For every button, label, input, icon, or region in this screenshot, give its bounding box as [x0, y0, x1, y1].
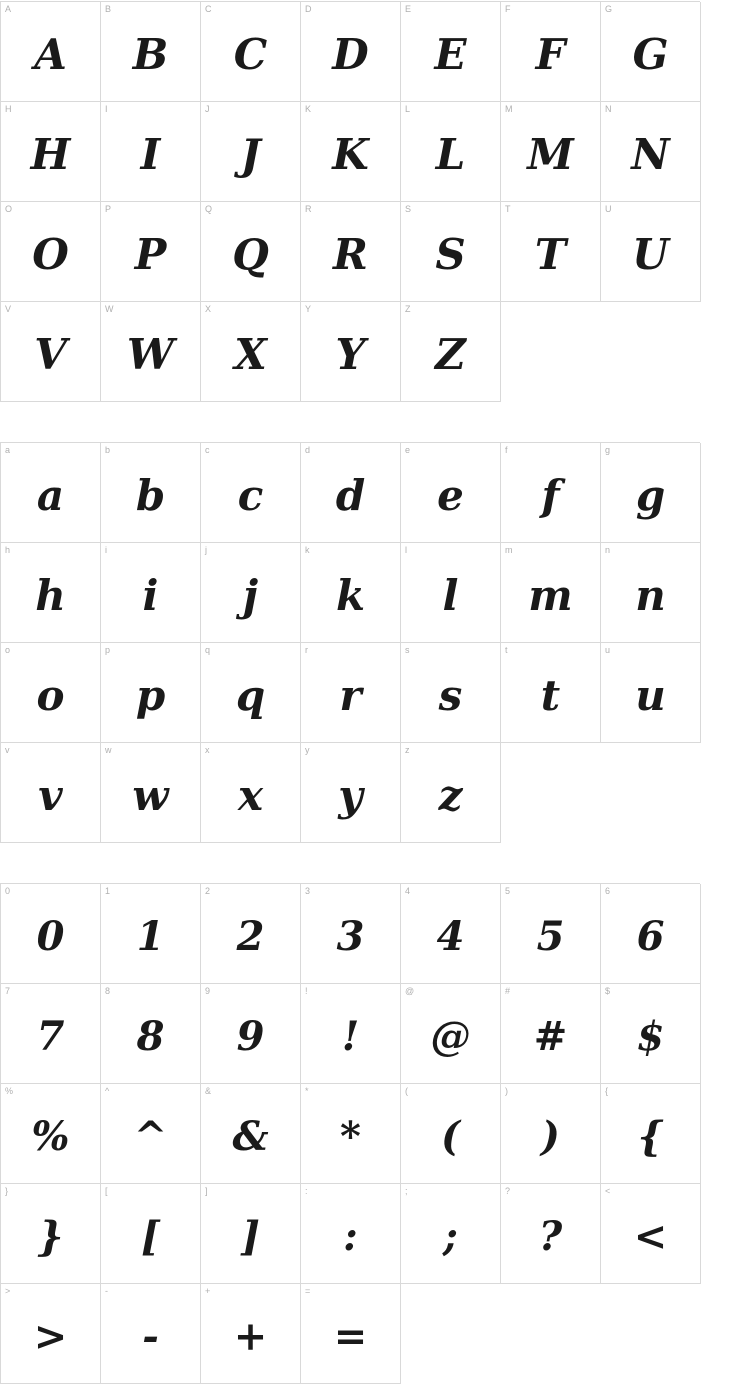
glyph-cell[interactable] [101, 884, 201, 984]
glyph-cell-label: N [605, 104, 612, 114]
glyph-cell-label: u [605, 645, 611, 655]
glyph-cell[interactable] [101, 984, 201, 1084]
glyph-cell[interactable] [101, 202, 201, 302]
glyph-cell-character: j [242, 570, 259, 620]
glyph-cell-character: H [30, 129, 71, 179]
glyph-cell-character: s [438, 670, 463, 720]
glyph-cell[interactable] [601, 443, 701, 543]
glyph-cell-label: r [305, 645, 308, 655]
glyph-cell-label: l [405, 545, 407, 555]
glyph-cell[interactable] [601, 1184, 701, 1284]
glyph-cell-character: [ [141, 1212, 160, 1260]
glyph-cell[interactable] [1, 984, 101, 1084]
glyph-cell-character: - [142, 1312, 159, 1360]
glyph-cell-label: : [305, 1186, 308, 1196]
glyph-cell-label: @ [405, 986, 415, 996]
glyph-cell[interactable] [201, 102, 301, 202]
glyph-cell-label: d [305, 445, 311, 455]
glyph-cell-character: P [134, 229, 167, 279]
glyph-cell-character: l [442, 570, 459, 620]
glyph-cell-label: s [405, 645, 410, 655]
glyph-cell-character: 2 [236, 912, 265, 960]
glyph-cell[interactable] [201, 2, 301, 102]
glyph-cell-label: C [205, 4, 212, 14]
glyph-cell-label: h [5, 545, 11, 555]
glyph-cell-character: = [333, 1312, 368, 1360]
glyph-cell-character: i [142, 570, 159, 620]
glyph-cell[interactable] [1, 2, 101, 102]
glyph-cell[interactable] [401, 202, 501, 302]
section-gap [0, 843, 740, 883]
glyph-section-lowercase [0, 442, 700, 843]
glyph-cell[interactable] [1, 884, 101, 984]
glyph-cell[interactable] [401, 443, 501, 543]
glyph-cell-label: f [505, 445, 508, 455]
glyph-cell-label: ) [505, 1086, 508, 1096]
glyph-cell-character: X [234, 329, 267, 379]
glyph-cell-character: + [233, 1312, 268, 1360]
glyph-cell-label: 4 [405, 886, 411, 896]
glyph-cell-label: A [5, 4, 12, 14]
glyph-cell-label: x [205, 745, 210, 755]
glyph-cell-character: 5 [536, 912, 565, 960]
glyph-cell[interactable] [1, 202, 101, 302]
glyph-cell-character: q [235, 670, 266, 720]
glyph-cell[interactable] [301, 443, 401, 543]
glyph-cell-character: % [31, 1112, 70, 1160]
glyph-cell[interactable] [301, 984, 401, 1084]
glyph-cell[interactable] [401, 302, 501, 402]
glyph-cell[interactable] [1, 1184, 101, 1284]
glyph-cell-label: S [405, 204, 412, 214]
glyph-cell[interactable] [301, 1084, 401, 1184]
glyph-cell-label: { [605, 1086, 609, 1096]
glyph-cell[interactable] [401, 743, 501, 843]
glyph-cell-empty [501, 743, 601, 843]
glyph-cell-empty [601, 743, 701, 843]
glyph-cell[interactable] [101, 443, 201, 543]
glyph-cell-character: F [535, 29, 566, 79]
glyph-cell-label: B [105, 4, 112, 14]
glyph-cell-character: 8 [136, 1012, 165, 1060]
glyph-cell-label: [ [105, 1186, 108, 1196]
glyph-cell[interactable] [201, 443, 301, 543]
glyph-cell-character: v [38, 770, 63, 820]
glyph-cell[interactable] [601, 984, 701, 1084]
glyph-cell-label: Z [405, 304, 411, 314]
glyph-cell[interactable] [401, 1084, 501, 1184]
glyph-cell-label: % [5, 1086, 14, 1096]
glyph-cell-character: W [126, 329, 175, 379]
glyph-cell-label: K [305, 104, 312, 114]
glyph-cell-label: M [505, 104, 513, 114]
glyph-cell-character: t [540, 670, 561, 720]
glyph-cell-label: z [405, 745, 410, 755]
glyph-cell-label: - [105, 1286, 108, 1296]
glyph-cell-label: W [105, 304, 114, 314]
glyph-cell-character: I [140, 129, 161, 179]
glyph-cell-character: 4 [436, 912, 465, 960]
glyph-cell-character: K [332, 129, 369, 179]
glyph-cell-character: n [635, 570, 666, 620]
glyph-cell[interactable] [301, 743, 401, 843]
glyph-cell-label: $ [605, 986, 611, 996]
glyph-cell-character: p [135, 670, 166, 720]
glyph-cell-character: 0 [36, 912, 65, 960]
glyph-cell-label: 6 [605, 886, 611, 896]
glyph-cell[interactable] [101, 1184, 201, 1284]
glyph-cell-character: D [332, 29, 369, 79]
glyph-cell[interactable] [401, 984, 501, 1084]
glyph-cell-character: 9 [236, 1012, 265, 1060]
glyph-cell-label: v [5, 745, 10, 755]
glyph-cell-label: I [105, 104, 108, 114]
glyph-cell-label: 7 [5, 986, 11, 996]
glyph-cell-character: @ [430, 1012, 471, 1060]
glyph-cell-character: d [335, 470, 366, 520]
glyph-cell-label: c [205, 445, 210, 455]
glyph-cell[interactable] [501, 543, 601, 643]
glyph-cell[interactable] [201, 984, 301, 1084]
glyph-cell-character: w [132, 770, 169, 820]
glyph-cell-label: ] [205, 1186, 208, 1196]
glyph-cell-character: o [36, 670, 65, 720]
glyph-cell-character: f [541, 470, 560, 520]
glyph-cell-character: ] [241, 1212, 260, 1260]
glyph-cell[interactable] [201, 1084, 301, 1184]
glyph-cell-character: z [438, 770, 463, 820]
glyph-cell-label: & [205, 1086, 212, 1096]
glyph-cell-label: 2 [205, 886, 211, 896]
glyph-cell-character: c [237, 470, 264, 520]
glyph-cell[interactable] [501, 443, 601, 543]
glyph-cell[interactable] [101, 302, 201, 402]
glyph-cell-character: N [631, 129, 670, 179]
glyph-cell-label: y [305, 745, 310, 755]
glyph-cell-label: U [605, 204, 612, 214]
glyph-cell-label: 1 [105, 886, 111, 896]
section-gap [0, 402, 740, 442]
glyph-cell-empty [501, 1284, 601, 1384]
glyph-cell-label: D [305, 4, 312, 14]
glyph-cell[interactable] [501, 202, 601, 302]
glyph-cell-character: < [633, 1212, 668, 1260]
glyph-cell[interactable] [601, 1084, 701, 1184]
glyph-cell[interactable] [401, 643, 501, 743]
glyph-cell-character: a [36, 470, 65, 520]
glyph-cell-character: } [37, 1212, 64, 1260]
glyph-cell-label: E [405, 4, 412, 14]
glyph-cell[interactable] [201, 1284, 301, 1384]
glyph-cell-empty [501, 302, 601, 402]
glyph-cell-label: ^ [105, 1086, 110, 1096]
glyph-cell-character: G [632, 29, 669, 79]
glyph-cell-label: m [505, 545, 513, 555]
glyph-cell-character: A [34, 29, 67, 79]
glyph-cell-label: + [205, 1286, 211, 1296]
glyph-cell[interactable] [301, 302, 401, 402]
glyph-cell[interactable] [501, 1184, 601, 1284]
glyph-cell-character: S [435, 229, 466, 279]
glyph-cell[interactable] [1, 543, 101, 643]
glyph-cell-character: y [338, 770, 363, 820]
glyph-cell-character: & [232, 1112, 269, 1160]
glyph-cell[interactable] [1, 743, 101, 843]
glyph-cell-character: 3 [336, 912, 365, 960]
glyph-cell-character: > [33, 1312, 68, 1360]
glyph-cell[interactable] [201, 1184, 301, 1284]
glyph-section-digits-and-symbols [0, 883, 700, 1384]
glyph-cell-character: ) [541, 1112, 560, 1160]
glyph-cell[interactable] [601, 202, 701, 302]
glyph-cell[interactable] [301, 884, 401, 984]
glyph-cell[interactable] [501, 102, 601, 202]
glyph-cell[interactable] [201, 202, 301, 302]
glyph-cell-label: n [605, 545, 611, 555]
glyph-cell[interactable] [1, 643, 101, 743]
glyph-cell-label: i [105, 545, 107, 555]
glyph-cell[interactable] [201, 543, 301, 643]
glyph-cell-character: b [135, 470, 166, 520]
glyph-cell[interactable] [101, 1084, 201, 1184]
glyph-cell[interactable] [1, 1084, 101, 1184]
glyph-cell-label: T [505, 204, 511, 214]
glyph-cell-character: M [527, 129, 574, 179]
glyph-cell-character: ! [341, 1012, 360, 1060]
glyph-cell-label: b [105, 445, 111, 455]
glyph-cell-character: * [340, 1112, 361, 1160]
glyph-cell-character: h [35, 570, 66, 620]
glyph-cell[interactable] [101, 743, 201, 843]
glyph-cell[interactable] [601, 884, 701, 984]
glyph-cell[interactable] [301, 102, 401, 202]
glyph-section-uppercase [0, 1, 700, 402]
glyph-cell-empty [601, 302, 701, 402]
glyph-cell-label: # [505, 986, 511, 996]
glyph-cell[interactable] [101, 543, 201, 643]
glyph-cell[interactable] [1, 443, 101, 543]
glyph-cell[interactable] [601, 2, 701, 102]
glyph-cell[interactable] [601, 543, 701, 643]
glyph-cell-label: G [605, 4, 613, 14]
glyph-cell-label: O [5, 204, 13, 214]
glyph-cell-label: Q [205, 204, 213, 214]
glyph-cell[interactable] [101, 643, 201, 743]
glyph-cell-label: X [205, 304, 212, 314]
glyph-cell[interactable] [401, 884, 501, 984]
glyph-cell-character: C [233, 29, 268, 79]
glyph-cell[interactable] [201, 302, 301, 402]
glyph-cell[interactable] [1, 302, 101, 402]
glyph-cell[interactable] [101, 102, 201, 202]
glyph-cell-character: R [333, 229, 368, 279]
glyph-cell-character: { [637, 1112, 664, 1160]
glyph-cell-label: k [305, 545, 310, 555]
glyph-cell-character: L [435, 129, 466, 179]
glyph-cell-character: T [534, 229, 567, 279]
glyph-cell[interactable] [501, 643, 601, 743]
glyph-cell-label: q [205, 645, 211, 655]
glyph-cell-character: Q [232, 229, 269, 279]
glyph-cell-character: k [335, 570, 366, 620]
glyph-cell-label: p [105, 645, 111, 655]
glyph-cell-character: g [635, 470, 666, 520]
glyph-cell[interactable] [601, 643, 701, 743]
glyph-cell[interactable] [301, 1184, 401, 1284]
glyph-cell-label: 9 [205, 986, 211, 996]
glyph-cell[interactable] [1, 102, 101, 202]
glyph-cell-label: = [305, 1286, 311, 1296]
glyph-cell-empty [601, 1284, 701, 1384]
glyph-cell-character: ? [538, 1212, 563, 1260]
glyph-cell-character: r [339, 670, 362, 720]
glyph-cell-character: U [632, 229, 669, 279]
glyph-cell-character: V [34, 329, 67, 379]
glyph-cell-label: P [105, 204, 112, 214]
glyph-cell[interactable] [301, 202, 401, 302]
glyph-cell[interactable] [301, 1284, 401, 1384]
glyph-cell[interactable] [201, 643, 301, 743]
glyph-cell-label: ( [405, 1086, 408, 1096]
sections-container [0, 1, 740, 1384]
glyph-cell-label: > [5, 1286, 11, 1296]
glyph-cell-character: e [437, 470, 464, 520]
glyph-cell-label: ! [305, 986, 308, 996]
glyph-cell[interactable] [401, 543, 501, 643]
glyph-cell[interactable] [101, 2, 201, 102]
glyph-cell-character: x [237, 770, 264, 820]
glyph-cell-character: B [132, 29, 169, 79]
glyph-cell-character: J [240, 129, 261, 179]
glyph-cell-label: 5 [505, 886, 511, 896]
glyph-cell-label: R [305, 204, 312, 214]
glyph-cell-character: : [343, 1212, 358, 1260]
glyph-cell-character: Y [335, 329, 366, 379]
glyph-cell-character: # [533, 1012, 568, 1060]
glyph-cell-label: g [605, 445, 611, 455]
glyph-cell-character: O [32, 229, 69, 279]
glyph-cell-character: m [528, 570, 573, 620]
glyph-cell-label: H [5, 104, 12, 114]
glyph-cell[interactable] [101, 1284, 201, 1384]
glyph-cell-label: 8 [105, 986, 111, 996]
glyph-cell[interactable] [401, 1184, 501, 1284]
glyph-cell-label: * [305, 1086, 309, 1096]
glyph-cell-character: ( [441, 1112, 460, 1160]
glyph-cell-label: 0 [5, 886, 11, 896]
glyph-cell-empty [401, 1284, 501, 1384]
glyph-cell[interactable] [301, 643, 401, 743]
glyph-cell-character: $ [636, 1012, 665, 1060]
glyph-cell[interactable] [501, 884, 601, 984]
glyph-cell-label: F [505, 4, 511, 14]
glyph-cell[interactable] [201, 884, 301, 984]
glyph-cell-label: e [405, 445, 411, 455]
glyph-cell[interactable] [301, 2, 401, 102]
glyph-cell-label: } [5, 1186, 9, 1196]
glyph-cell[interactable] [601, 102, 701, 202]
glyph-cell-label: w [105, 745, 112, 755]
glyph-cell-label: a [5, 445, 11, 455]
glyph-cell-character: 1 [136, 912, 165, 960]
glyph-cell-label: < [605, 1186, 611, 1196]
glyph-cell-character: 6 [636, 912, 665, 960]
glyph-cell[interactable] [501, 2, 601, 102]
glyph-cell-character: ; [443, 1212, 458, 1260]
glyph-cell-character: E [434, 29, 467, 79]
glyph-cell-label: j [205, 545, 207, 555]
glyph-cell-character: u [635, 670, 666, 720]
glyph-cell-label: ? [505, 1186, 511, 1196]
glyph-cell[interactable] [501, 1084, 601, 1184]
glyph-cell-character: 7 [36, 1012, 65, 1060]
glyph-cell[interactable] [1, 1284, 101, 1384]
glyph-cell-label: Y [305, 304, 312, 314]
glyph-cell-character: Z [435, 329, 466, 379]
glyph-cell-label: J [205, 104, 210, 114]
glyph-cell-label: L [405, 104, 411, 114]
glyph-cell[interactable] [401, 2, 501, 102]
glyph-cell-label: o [5, 645, 11, 655]
glyph-cell-label: ; [405, 1186, 408, 1196]
glyph-cell-character: ^ [133, 1112, 168, 1160]
glyph-cell[interactable] [201, 743, 301, 843]
glyph-cell-label: V [5, 304, 12, 314]
glyph-cell-label: 3 [305, 886, 311, 896]
glyph-cell-label: t [505, 645, 508, 655]
glyph-cell[interactable] [301, 543, 401, 643]
glyph-cell[interactable] [501, 984, 601, 1084]
glyph-cell[interactable] [401, 102, 501, 202]
